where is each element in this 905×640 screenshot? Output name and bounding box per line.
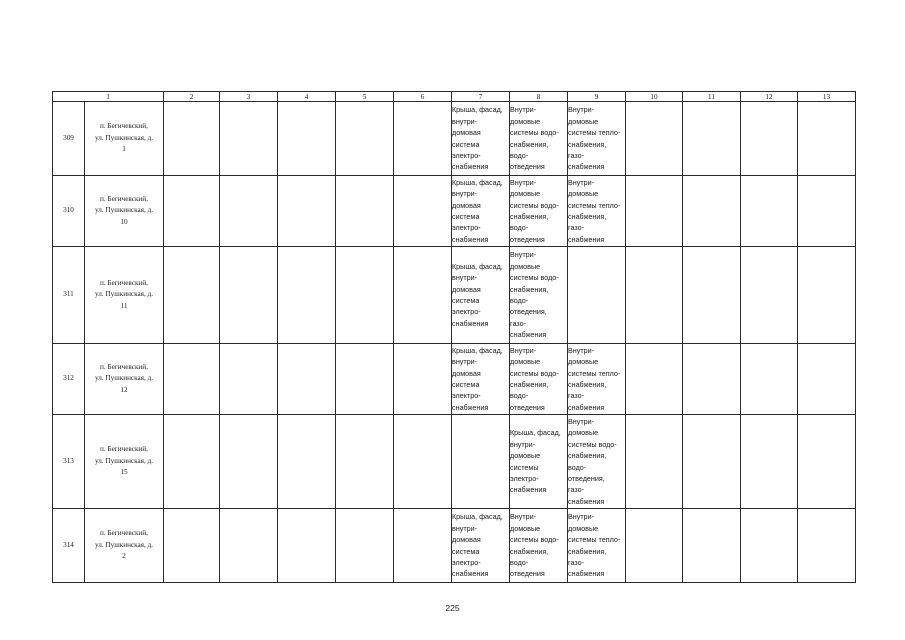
work-cell-col-8: Крыша, фасад, внутри- домовые системы электро- снабжения <box>510 415 568 509</box>
empty-cell-col-5 <box>336 509 394 583</box>
empty-cell-col-2 <box>164 415 220 509</box>
header-col-10: 10 <box>626 92 683 102</box>
empty-cell-col-3 <box>220 415 278 509</box>
empty-cell-col-4 <box>278 176 336 247</box>
empty-cell-col-3 <box>220 176 278 247</box>
header-col-8: 8 <box>510 92 568 102</box>
header-row <box>53 92 856 102</box>
empty-cell-col-12 <box>741 509 798 583</box>
header-col-3: 3 <box>220 92 278 102</box>
empty-cell-col-12 <box>741 247 798 344</box>
empty-cell-col-4 <box>278 102 336 176</box>
work-cell-col-9: Внутри- домовые системы тепло- снабжения, газо- снабжения <box>568 509 626 583</box>
empty-cell-col-5 <box>336 176 394 247</box>
repair-schedule-table <box>52 91 856 583</box>
page-number: 225 <box>445 603 460 613</box>
table-row <box>53 509 856 583</box>
work-cell-col-9: Внутри- домовые системы тепло- снабжения, газо- снабжения <box>568 102 626 176</box>
header-col-11: 11 <box>683 92 741 102</box>
empty-cell-col-4 <box>278 344 336 415</box>
address-cell: п. Бегичевский, ул. Пушкинская, д. 11 <box>85 247 164 344</box>
empty-cell-col-6 <box>394 102 452 176</box>
work-cell-col-8: Внутри- домовые системы водо- снабжения, водо- отведения <box>510 102 568 176</box>
empty-cell-col-6 <box>394 176 452 247</box>
empty-cell-col-13 <box>798 344 856 415</box>
empty-cell-col-11 <box>683 247 741 344</box>
work-cell-col-9: Внутри- домовые системы тепло- снабжения, газо- снабжения <box>568 344 626 415</box>
empty-cell-col-2 <box>164 344 220 415</box>
empty-cell-col-10 <box>626 415 683 509</box>
empty-cell-col-3 <box>220 344 278 415</box>
work-cell-col-7: Крыша, фасад, внутри- домовая система электро- снабжения <box>452 176 510 247</box>
row-number: 314 <box>53 509 85 583</box>
work-cell-col-7: Крыша, фасад, внутри- домовая система электро- снабжения <box>452 509 510 583</box>
header-col-2: 2 <box>164 92 220 102</box>
header-col-12: 12 <box>741 92 798 102</box>
table-row <box>53 415 856 509</box>
empty-cell-col-13 <box>798 509 856 583</box>
empty-cell-col-13 <box>798 102 856 176</box>
empty-cell-col-13 <box>798 176 856 247</box>
table-row <box>53 102 856 176</box>
work-cell-col-8: Внутри- домовые системы водо- снабжения, водо- отведения, газо- снабжения <box>510 247 568 344</box>
empty-cell-col-6 <box>394 415 452 509</box>
work-cell-col-8: Внутри- домовые системы водо- снабжения, водо- отведения <box>510 344 568 415</box>
empty-cell-col-2 <box>164 509 220 583</box>
empty-cell-col-3 <box>220 247 278 344</box>
header-col-1: 1 <box>53 92 164 102</box>
table-row <box>53 176 856 247</box>
row-number: 310 <box>53 176 85 247</box>
work-cell-col-9 <box>568 247 626 344</box>
empty-cell-col-3 <box>220 102 278 176</box>
empty-cell-col-10 <box>626 247 683 344</box>
address-cell: п. Бегичевский, ул. Пушкинская, д. 10 <box>85 176 164 247</box>
empty-cell-col-2 <box>164 102 220 176</box>
empty-cell-col-6 <box>394 344 452 415</box>
empty-cell-col-13 <box>798 247 856 344</box>
address-cell: п. Бегичевский, ул. Пушкинская, д. 12 <box>85 344 164 415</box>
empty-cell-col-10 <box>626 102 683 176</box>
empty-cell-col-4 <box>278 509 336 583</box>
work-cell-col-7: Крыша, фасад, внутри- домовая система электро- снабжения <box>452 344 510 415</box>
row-number: 312 <box>53 344 85 415</box>
empty-cell-col-5 <box>336 344 394 415</box>
header-col-9: 9 <box>568 92 626 102</box>
empty-cell-col-5 <box>336 247 394 344</box>
empty-cell-col-2 <box>164 176 220 247</box>
empty-cell-col-11 <box>683 102 741 176</box>
row-number: 309 <box>53 102 85 176</box>
empty-cell-col-11 <box>683 415 741 509</box>
address-cell: п. Бегичевский, ул. Пушкинская, д. 15 <box>85 415 164 509</box>
empty-cell-col-13 <box>798 415 856 509</box>
empty-cell-col-10 <box>626 509 683 583</box>
empty-cell-col-12 <box>741 415 798 509</box>
empty-cell-col-11 <box>683 344 741 415</box>
row-number: 311 <box>53 247 85 344</box>
work-cell-col-9: Внутри- домовые системы тепло- снабжения, газо- снабжения <box>568 176 626 247</box>
address-cell: п. Бегичевский, ул. Пушкинская, д. 2 <box>85 509 164 583</box>
table-row <box>53 344 856 415</box>
table-row <box>53 247 856 344</box>
empty-cell-col-11 <box>683 176 741 247</box>
empty-cell-col-6 <box>394 247 452 344</box>
header-col-7: 7 <box>452 92 510 102</box>
work-cell-col-7 <box>452 415 510 509</box>
empty-cell-col-10 <box>626 344 683 415</box>
empty-cell-col-12 <box>741 102 798 176</box>
work-cell-col-9: Внутри- домовые системы водо- снабжения, водо- отведения, газо- снабжения <box>568 415 626 509</box>
empty-cell-col-12 <box>741 176 798 247</box>
empty-cell-col-3 <box>220 509 278 583</box>
empty-cell-col-5 <box>336 415 394 509</box>
empty-cell-col-11 <box>683 509 741 583</box>
header-col-13: 13 <box>798 92 856 102</box>
work-cell-col-8: Внутри- домовые системы водо- снабжения, водо- отведения <box>510 176 568 247</box>
empty-cell-col-12 <box>741 344 798 415</box>
header-col-6: 6 <box>394 92 452 102</box>
row-number: 313 <box>53 415 85 509</box>
work-cell-col-7: Крыша, фасад, внутри- домовая система электро- снабжения <box>452 247 510 344</box>
empty-cell-col-5 <box>336 102 394 176</box>
empty-cell-col-6 <box>394 509 452 583</box>
address-cell: п. Бегичевский, ул. Пушкинская, д. 1 <box>85 102 164 176</box>
header-col-5: 5 <box>336 92 394 102</box>
work-cell-col-8: Внутри- домовые системы водо- снабжения, водо- отведения <box>510 509 568 583</box>
empty-cell-col-2 <box>164 247 220 344</box>
empty-cell-col-10 <box>626 176 683 247</box>
work-cell-col-7: Крыша, фасад, внутри- домовая система электро- снабжения <box>452 102 510 176</box>
empty-cell-col-4 <box>278 247 336 344</box>
header-col-4: 4 <box>278 92 336 102</box>
empty-cell-col-4 <box>278 415 336 509</box>
